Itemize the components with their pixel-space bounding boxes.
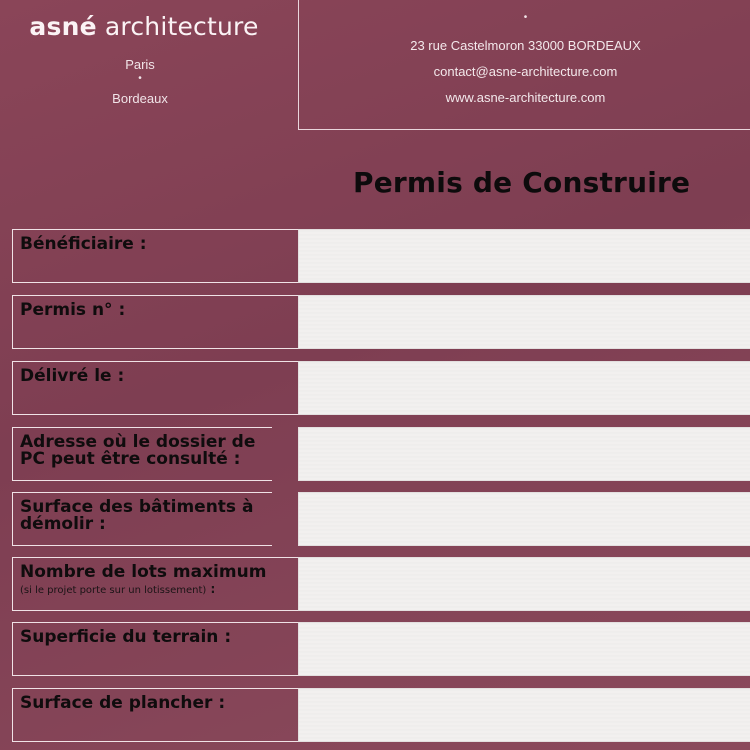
field-row-delivre (12, 361, 750, 415)
field-label: Surface de plancher : (12, 688, 298, 742)
brand-logo-text (0, 12, 288, 41)
field-row-superficie (12, 622, 750, 676)
field-label-main: Nombre de lots maximum (20, 562, 267, 582)
field-value-area (298, 622, 750, 676)
field-label: Délivré le : (12, 361, 298, 415)
field-value-area (298, 361, 750, 415)
field-value-area (298, 492, 750, 546)
field-row-beneficiaire (12, 229, 750, 283)
field-value-area (298, 557, 750, 611)
field-row-surface-demolir (12, 492, 750, 546)
brand-name-rest: architecture (96, 12, 259, 41)
field-label: Adresse où le dossier de PC peut être consulté : (12, 427, 272, 481)
field-label: Permis n° : (12, 295, 298, 349)
field-row-adresse (12, 427, 750, 481)
city-bordeaux: Bordeaux (112, 91, 168, 106)
field-row-lots (12, 557, 750, 611)
brand-name-strong: asné (29, 12, 97, 41)
field-value-area (298, 688, 750, 742)
contact-email: contact@asne-architecture.com (433, 64, 618, 79)
field-label: Surface des bâtiments à démolir : (12, 492, 272, 546)
field-label: Superficie du terrain : (12, 622, 298, 676)
city-separator: • (138, 73, 142, 84)
contact-bullet: • (523, 12, 528, 23)
city-paris: Paris (125, 57, 155, 72)
field-label (12, 557, 298, 611)
field-value-area (298, 295, 750, 349)
field-note-text: (si le projet porte sur un lotissement) (20, 585, 207, 596)
field-label: Bénéficiaire : (12, 229, 298, 283)
brand-block (0, 0, 298, 130)
field-value-area (298, 229, 750, 283)
field-note-suffix: : (206, 582, 216, 596)
page-title: Permis de Construire (353, 166, 691, 199)
field-value-area (298, 427, 750, 481)
field-row-permis (12, 295, 750, 349)
field-label-note (20, 583, 298, 597)
contact-address: 23 rue Castelmoron 33000 BORDEAUX (410, 38, 641, 53)
contact-website: www.asne-architecture.com (445, 90, 606, 105)
field-row-plancher (12, 688, 750, 742)
contact-box (298, 0, 750, 130)
